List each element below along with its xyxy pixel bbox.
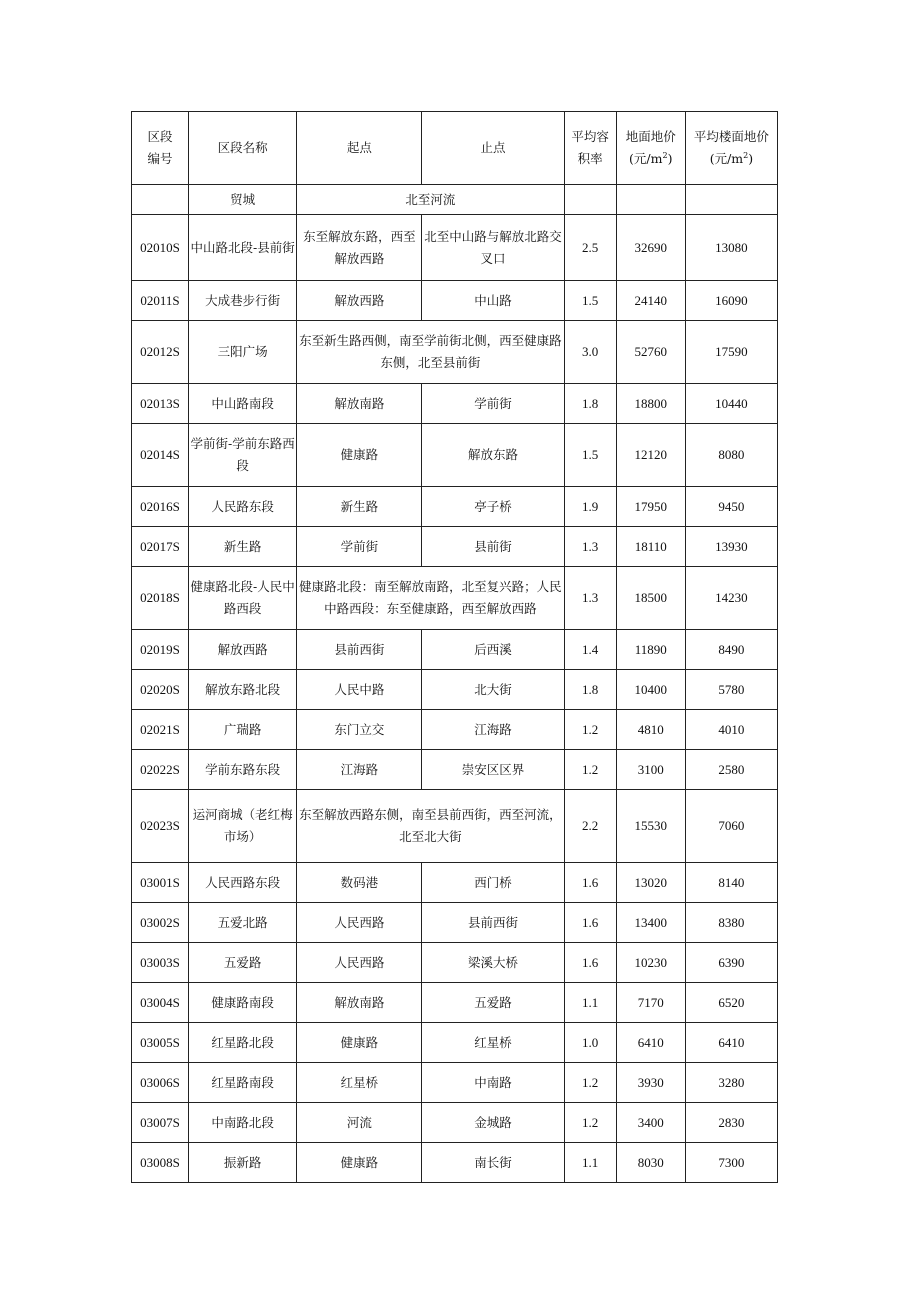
row-land-price: 10230 bbox=[616, 943, 685, 983]
row-start: 东至解放东路，西至解放西路 bbox=[297, 215, 422, 281]
row-start: 解放西路 bbox=[297, 281, 422, 321]
continuation-floor bbox=[685, 185, 777, 215]
header-floor-price bbox=[685, 112, 777, 185]
row-far: 1.2 bbox=[564, 710, 616, 750]
row-start: 健康路 bbox=[297, 1143, 422, 1183]
row-floor-price: 6520 bbox=[685, 983, 777, 1023]
table-row bbox=[132, 424, 778, 487]
header-floor-price-line1: 平均楼面地价 bbox=[693, 129, 769, 144]
row-start: 数码港 bbox=[297, 863, 422, 903]
row-far: 1.5 bbox=[564, 281, 616, 321]
row-far: 2.2 bbox=[564, 790, 616, 863]
row-floor-price: 8380 bbox=[685, 903, 777, 943]
row-name: 大成巷步行街 bbox=[189, 281, 297, 321]
row-code: 03006S bbox=[132, 1063, 189, 1103]
row-far: 1.2 bbox=[564, 1063, 616, 1103]
row-far: 1.1 bbox=[564, 1143, 616, 1183]
unit-sup: 2 bbox=[662, 150, 668, 160]
continuation-row bbox=[132, 185, 778, 215]
unit-text: (元/m bbox=[709, 151, 744, 166]
row-land-price: 18800 bbox=[616, 384, 685, 424]
row-name: 中山路南段 bbox=[189, 384, 297, 424]
row-name: 中南路北段 bbox=[189, 1103, 297, 1143]
row-land-price: 6410 bbox=[616, 1023, 685, 1063]
row-far: 1.5 bbox=[564, 424, 616, 487]
row-start: 健康路 bbox=[297, 1023, 422, 1063]
row-start: 人民中路 bbox=[297, 670, 422, 710]
land-price-table-sheet bbox=[131, 111, 778, 1183]
row-land-price: 17950 bbox=[616, 487, 685, 527]
row-floor-price: 6390 bbox=[685, 943, 777, 983]
row-floor-price: 8490 bbox=[685, 630, 777, 670]
row-code: 02022S bbox=[132, 750, 189, 790]
row-land-price: 13020 bbox=[616, 863, 685, 903]
table-row bbox=[132, 1143, 778, 1183]
row-name: 广瑞路 bbox=[189, 710, 297, 750]
header-code-line1: 区段 bbox=[147, 129, 173, 144]
table-row bbox=[132, 863, 778, 903]
row-end: 中南路 bbox=[422, 1063, 564, 1103]
continuation-name: 贸城 bbox=[189, 185, 297, 215]
row-code: 03008S bbox=[132, 1143, 189, 1183]
continuation-far bbox=[564, 185, 616, 215]
table-row bbox=[132, 670, 778, 710]
row-code: 02020S bbox=[132, 670, 189, 710]
header-start: 起点 bbox=[297, 112, 422, 185]
row-bounds: 东至解放西路东侧，南至县前西街，西至河流，北至北大街 bbox=[297, 790, 564, 863]
row-floor-price: 13080 bbox=[685, 215, 777, 281]
table-row bbox=[132, 384, 778, 424]
row-end: 县前街 bbox=[422, 527, 564, 567]
table-row bbox=[132, 567, 778, 630]
row-land-price: 7170 bbox=[616, 983, 685, 1023]
row-floor-price: 7300 bbox=[685, 1143, 777, 1183]
row-name: 五爱北路 bbox=[189, 903, 297, 943]
row-far: 1.6 bbox=[564, 863, 616, 903]
row-start: 东门立交 bbox=[297, 710, 422, 750]
row-code: 02014S bbox=[132, 424, 189, 487]
table-row bbox=[132, 750, 778, 790]
row-code: 02019S bbox=[132, 630, 189, 670]
row-end: 亭子桥 bbox=[422, 487, 564, 527]
row-land-price: 24140 bbox=[616, 281, 685, 321]
header-end: 止点 bbox=[422, 112, 564, 185]
row-floor-price: 3280 bbox=[685, 1063, 777, 1103]
table-row bbox=[132, 903, 778, 943]
header-far-line1: 平均容 bbox=[571, 129, 609, 144]
row-start: 红星桥 bbox=[297, 1063, 422, 1103]
row-name: 中山路北段-县前街 bbox=[189, 215, 297, 281]
row-code: 03003S bbox=[132, 943, 189, 983]
continuation-code bbox=[132, 185, 189, 215]
table-row bbox=[132, 983, 778, 1023]
row-floor-price: 13930 bbox=[685, 527, 777, 567]
header-land-price-unit bbox=[618, 148, 684, 170]
row-name: 解放东路北段 bbox=[189, 670, 297, 710]
row-land-price: 32690 bbox=[616, 215, 685, 281]
row-land-price: 12120 bbox=[616, 424, 685, 487]
table-row bbox=[132, 281, 778, 321]
row-code: 03007S bbox=[132, 1103, 189, 1143]
row-far: 1.2 bbox=[564, 1103, 616, 1143]
row-name: 健康路南段 bbox=[189, 983, 297, 1023]
row-floor-price: 17590 bbox=[685, 321, 777, 384]
row-code: 02011S bbox=[132, 281, 189, 321]
header-row bbox=[132, 112, 778, 185]
row-land-price: 8030 bbox=[616, 1143, 685, 1183]
row-start: 人民西路 bbox=[297, 943, 422, 983]
unit-close: ) bbox=[667, 151, 673, 166]
table-row bbox=[132, 487, 778, 527]
table-row bbox=[132, 790, 778, 863]
row-floor-price: 9450 bbox=[685, 487, 777, 527]
row-end: 后西溪 bbox=[422, 630, 564, 670]
table-row bbox=[132, 215, 778, 281]
row-floor-price: 7060 bbox=[685, 790, 777, 863]
row-far: 1.0 bbox=[564, 1023, 616, 1063]
row-end: 县前西街 bbox=[422, 903, 564, 943]
header-floor-price-unit bbox=[687, 148, 776, 170]
row-bounds: 健康路北段：南至解放南路，北至复兴路；人民中路西段：东至健康路，西至解放西路 bbox=[297, 567, 564, 630]
row-name: 人民西路东段 bbox=[189, 863, 297, 903]
row-far: 1.4 bbox=[564, 630, 616, 670]
row-code: 02013S bbox=[132, 384, 189, 424]
row-floor-price: 16090 bbox=[685, 281, 777, 321]
row-start: 解放南路 bbox=[297, 384, 422, 424]
row-code: 03001S bbox=[132, 863, 189, 903]
header-name: 区段名称 bbox=[189, 112, 297, 185]
row-code: 02021S bbox=[132, 710, 189, 750]
row-code: 03002S bbox=[132, 903, 189, 943]
table-row bbox=[132, 943, 778, 983]
unit-sup: 2 bbox=[743, 150, 749, 160]
row-far: 1.6 bbox=[564, 943, 616, 983]
row-floor-price: 2580 bbox=[685, 750, 777, 790]
row-far: 3.0 bbox=[564, 321, 616, 384]
table-row bbox=[132, 321, 778, 384]
row-far: 1.3 bbox=[564, 567, 616, 630]
row-floor-price: 10440 bbox=[685, 384, 777, 424]
table-row bbox=[132, 527, 778, 567]
row-start: 学前街 bbox=[297, 527, 422, 567]
row-name: 五爱路 bbox=[189, 943, 297, 983]
row-name: 振新路 bbox=[189, 1143, 297, 1183]
header-code bbox=[132, 112, 189, 185]
row-code: 02016S bbox=[132, 487, 189, 527]
continuation-bounds: 北至河流 bbox=[297, 185, 564, 215]
row-code: 03004S bbox=[132, 983, 189, 1023]
row-floor-price: 8140 bbox=[685, 863, 777, 903]
row-end: 江海路 bbox=[422, 710, 564, 750]
row-code: 02010S bbox=[132, 215, 189, 281]
row-end: 学前街 bbox=[422, 384, 564, 424]
row-end: 崇安区区界 bbox=[422, 750, 564, 790]
row-start: 河流 bbox=[297, 1103, 422, 1143]
row-start: 新生路 bbox=[297, 487, 422, 527]
row-start: 江海路 bbox=[297, 750, 422, 790]
row-land-price: 52760 bbox=[616, 321, 685, 384]
row-floor-price: 8080 bbox=[685, 424, 777, 487]
table-row bbox=[132, 630, 778, 670]
row-land-price: 4810 bbox=[616, 710, 685, 750]
row-far: 1.8 bbox=[564, 670, 616, 710]
row-end: 北大街 bbox=[422, 670, 564, 710]
row-floor-price: 2830 bbox=[685, 1103, 777, 1143]
row-far: 1.3 bbox=[564, 527, 616, 567]
header-far bbox=[564, 112, 616, 185]
row-start: 人民西路 bbox=[297, 903, 422, 943]
row-code: 02023S bbox=[132, 790, 189, 863]
row-land-price: 18500 bbox=[616, 567, 685, 630]
row-name: 三阳广场 bbox=[189, 321, 297, 384]
row-name: 学前街-学前东路西段 bbox=[189, 424, 297, 487]
table-row bbox=[132, 1103, 778, 1143]
table-row bbox=[132, 710, 778, 750]
unit-text: (元/m bbox=[629, 151, 663, 166]
row-name: 学前东路东段 bbox=[189, 750, 297, 790]
land-price-table bbox=[131, 111, 778, 1183]
row-land-price: 13400 bbox=[616, 903, 685, 943]
header-land-price-line1: 地面地价 bbox=[625, 129, 676, 144]
row-land-price: 3400 bbox=[616, 1103, 685, 1143]
row-floor-price: 14230 bbox=[685, 567, 777, 630]
row-end: 梁溪大桥 bbox=[422, 943, 564, 983]
row-land-price: 15530 bbox=[616, 790, 685, 863]
row-land-price: 3930 bbox=[616, 1063, 685, 1103]
unit-close: ) bbox=[748, 151, 754, 166]
row-bounds: 东至新生路西侧，南至学前街北侧，西至健康路东侧，北至县前街 bbox=[297, 321, 564, 384]
row-name: 健康路北段-人民中路西段 bbox=[189, 567, 297, 630]
row-land-price: 3100 bbox=[616, 750, 685, 790]
row-code: 03005S bbox=[132, 1023, 189, 1063]
row-land-price: 10400 bbox=[616, 670, 685, 710]
row-far: 1.8 bbox=[564, 384, 616, 424]
row-end: 红星桥 bbox=[422, 1023, 564, 1063]
row-end: 解放东路 bbox=[422, 424, 564, 487]
row-name: 红星路北段 bbox=[189, 1023, 297, 1063]
row-far: 1.1 bbox=[564, 983, 616, 1023]
row-start: 解放南路 bbox=[297, 983, 422, 1023]
header-land-price bbox=[616, 112, 685, 185]
row-code: 02012S bbox=[132, 321, 189, 384]
table-row bbox=[132, 1023, 778, 1063]
row-start: 健康路 bbox=[297, 424, 422, 487]
row-end: 北至中山路与解放北路交叉口 bbox=[422, 215, 564, 281]
row-end: 南长街 bbox=[422, 1143, 564, 1183]
continuation-land bbox=[616, 185, 685, 215]
row-code: 02017S bbox=[132, 527, 189, 567]
row-end: 金城路 bbox=[422, 1103, 564, 1143]
row-name: 解放西路 bbox=[189, 630, 297, 670]
row-end: 五爱路 bbox=[422, 983, 564, 1023]
row-far: 1.2 bbox=[564, 750, 616, 790]
row-name: 红星路南段 bbox=[189, 1063, 297, 1103]
row-name: 运河商城（老红梅市场） bbox=[189, 790, 297, 863]
header-code-line2: 编号 bbox=[147, 151, 173, 166]
row-start: 县前西街 bbox=[297, 630, 422, 670]
row-far: 2.5 bbox=[564, 215, 616, 281]
table-row bbox=[132, 1063, 778, 1103]
row-land-price: 11890 bbox=[616, 630, 685, 670]
row-end: 中山路 bbox=[422, 281, 564, 321]
row-far: 1.6 bbox=[564, 903, 616, 943]
row-floor-price: 6410 bbox=[685, 1023, 777, 1063]
row-name: 人民路东段 bbox=[189, 487, 297, 527]
row-land-price: 18110 bbox=[616, 527, 685, 567]
row-far: 1.9 bbox=[564, 487, 616, 527]
row-floor-price: 4010 bbox=[685, 710, 777, 750]
row-floor-price: 5780 bbox=[685, 670, 777, 710]
row-code: 02018S bbox=[132, 567, 189, 630]
row-end: 西门桥 bbox=[422, 863, 564, 903]
header-far-line2: 积率 bbox=[577, 151, 603, 166]
row-name: 新生路 bbox=[189, 527, 297, 567]
